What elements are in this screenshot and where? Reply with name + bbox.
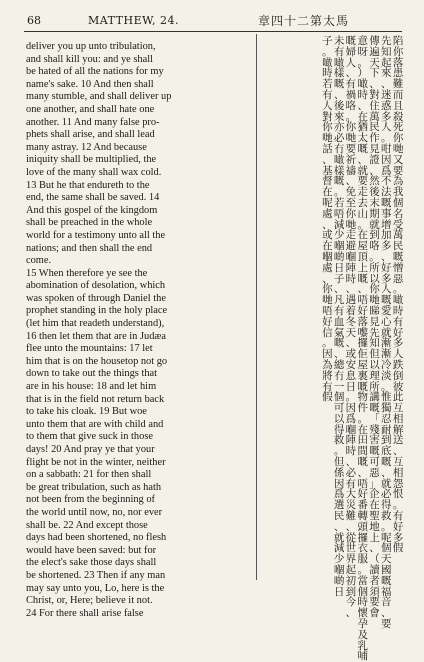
english-line: And this gospel of the kingdom (26, 204, 158, 216)
english-line: 13 But he that endureth to the (26, 179, 150, 191)
english-line: iniquity shall be multiplied, the (26, 154, 157, 166)
english-line: the elect's sake those days shall (26, 557, 157, 569)
english-line: that is in the field not return back (26, 393, 165, 405)
english-line: come. (26, 255, 52, 267)
english-line: the world until now, no, nor ever (26, 506, 163, 518)
chinese-column: 未 有 噉 樣 嘅 、 後 來 亦 必 冇 噉 樣 嘅 。 若 唔 減 少 嗰 啲 日 子 、 凡 有 血 氣 嘅 、 總 冇 一 個 可 以 得 救 。 但 係 因 爲 選 民 、 就 減 少 嗰 啲 日 (333, 35, 345, 598)
chinese-text-block (262, 35, 404, 662)
chinese-running-title: 章四十二第太馬 (258, 14, 350, 28)
english-line: (let him that readeth understand), (26, 318, 165, 330)
english-line: many astray. 12 And because (26, 141, 147, 153)
english-line: shall be. 22 And except those (26, 519, 148, 531)
english-line: prophet standing in the holy place (26, 305, 168, 317)
chinese-column: 子 。 噉 時 若 有 人 對 你 哋 話 、 基 督 在 呢 處 、 或 在 嗰 處 、 你 哋 唔 好 信 。 因 為 將 有 假 (322, 35, 333, 404)
english-line: love of the many shall wax cold. (26, 166, 162, 178)
english-line: be shortened. 23 Then if any man (26, 569, 166, 581)
english-line: nations; and then shall the end (26, 242, 153, 254)
english-line: name's sake. 10 And then shall (26, 78, 154, 90)
english-line: phets shall arise, and shall lead (26, 129, 155, 141)
english-line: to them that give suck in those (26, 431, 153, 443)
column-divider (256, 34, 257, 580)
english-line: not been from the beginning of (26, 494, 155, 506)
english-line: be hated of all the nations for my (26, 66, 164, 78)
english-line: 15 When therefore ye see the (26, 267, 148, 279)
header-rule (24, 31, 402, 32)
english-line: 24 For there shall arise false (26, 607, 144, 619)
english-line: on a sabbath: 21 for then shall (26, 469, 152, 481)
english-line: and shall kill you: and ye shall (26, 53, 153, 65)
english-line: be great tribulation, such as hath (26, 481, 162, 493)
chinese-column: 先 知 起 來 、 迷 惑 多 人 。 咁 因 爲 不 法 嘅 事 增 加 多 、 好 多 人 嘅 愛 心 就 漸 漸 冷 淡 。 惟 獨 忍 耐 到 底 嘅 、 就 必 得 救 。 呢 個 天 國 嘅 福 音 、 要 (381, 35, 392, 631)
english-text-column (26, 41, 250, 620)
english-line: flee unto the mountains: 17 let (26, 343, 153, 355)
english-line: 16 then let them that are in Judæa (26, 330, 166, 342)
english-line: down to take out the things that (26, 368, 158, 380)
chinese-column: 嘅 婦 人 、 有 禍 咯 。 你 哋 要 祈 禱 、 免 至 你 哋 走 避 嗰 陣 時 、 遇 着 冬 天 、 或 安 息 日 。 因 爲 嗰 陣 時 、 必 有 大 災 難 、 從 世 界 起 初 到 今 、 (345, 35, 357, 620)
chinese-column: 意 呀 。 ） 噉 時 、 在 猶 太 嘅 、 就 要 走 去 山 。 在 屋 頂 上 嘅 、 唔 好 落 嚟 攞 佢 屋 裏 嘅 物 件 。 在 田 間 嘅 、 唔 好 番 轉 頭 攞 衣 服 。 當 個 時 懷 孕 及 乳 哺 (357, 35, 368, 662)
english-line: days! 20 And pray ye that your (26, 444, 155, 455)
english-line: to take his cloak. 19 But woe (26, 406, 147, 418)
english-line: many stumble, and shall deliver up (26, 91, 172, 103)
english-line: another. 11 And many false pro- (26, 116, 160, 128)
english-line: deliver you up unto tribulation, (26, 41, 156, 52)
english-line: world for a testimony unto all the (26, 229, 166, 241)
english-line: are in his house: 18 and let him (26, 381, 157, 393)
running-title: MATTHEW, 24. (88, 14, 179, 27)
english-line: would have been saved: but for (26, 544, 157, 556)
english-line: end, the same shall be saved. 14 (26, 192, 160, 204)
english-line: was spoken of through Daniel the (26, 292, 166, 304)
chinese-column: 傳 遍 天 下 、 對 住 萬 民 作 見 證 、 然 後 末 期 就 到 咯 。 所 以 你 哋 睇 見 先 知 但 以 理 所 講 嘅 「 殘 害 嘅 可 惡 」 企 在 聖 地 上 、 （ 讀 者 須 要 會 (369, 35, 380, 620)
chinese-column: 陷 你 落 患 難 而 且 殺 死 你 哋 又 要 為 我 個 名 受 萬 民 嘅 憎 惡 。 噉 時 有 好 多 人 跌 倒 彼 此 互 相 解 送 、 互 相 怨 恨 。 有 好 多 假 (392, 35, 404, 555)
english-line: flight be not in the winter, neither (26, 456, 166, 468)
english-line: shall be preached in the whole (26, 217, 153, 229)
english-line: Christ, or, Here; believe it not. (26, 595, 153, 607)
english-line: unto them that are with child and (26, 418, 164, 430)
english-line: him that is on the housetop not go (26, 355, 168, 367)
page-number: 68 (27, 14, 41, 27)
english-line: one another, and shall hate one (26, 103, 155, 115)
english-line: may say unto you, Lo, here is the (26, 582, 165, 594)
english-line: days had been shortened, no flesh (26, 532, 167, 544)
english-line: abomination of desolation, which (26, 280, 166, 292)
